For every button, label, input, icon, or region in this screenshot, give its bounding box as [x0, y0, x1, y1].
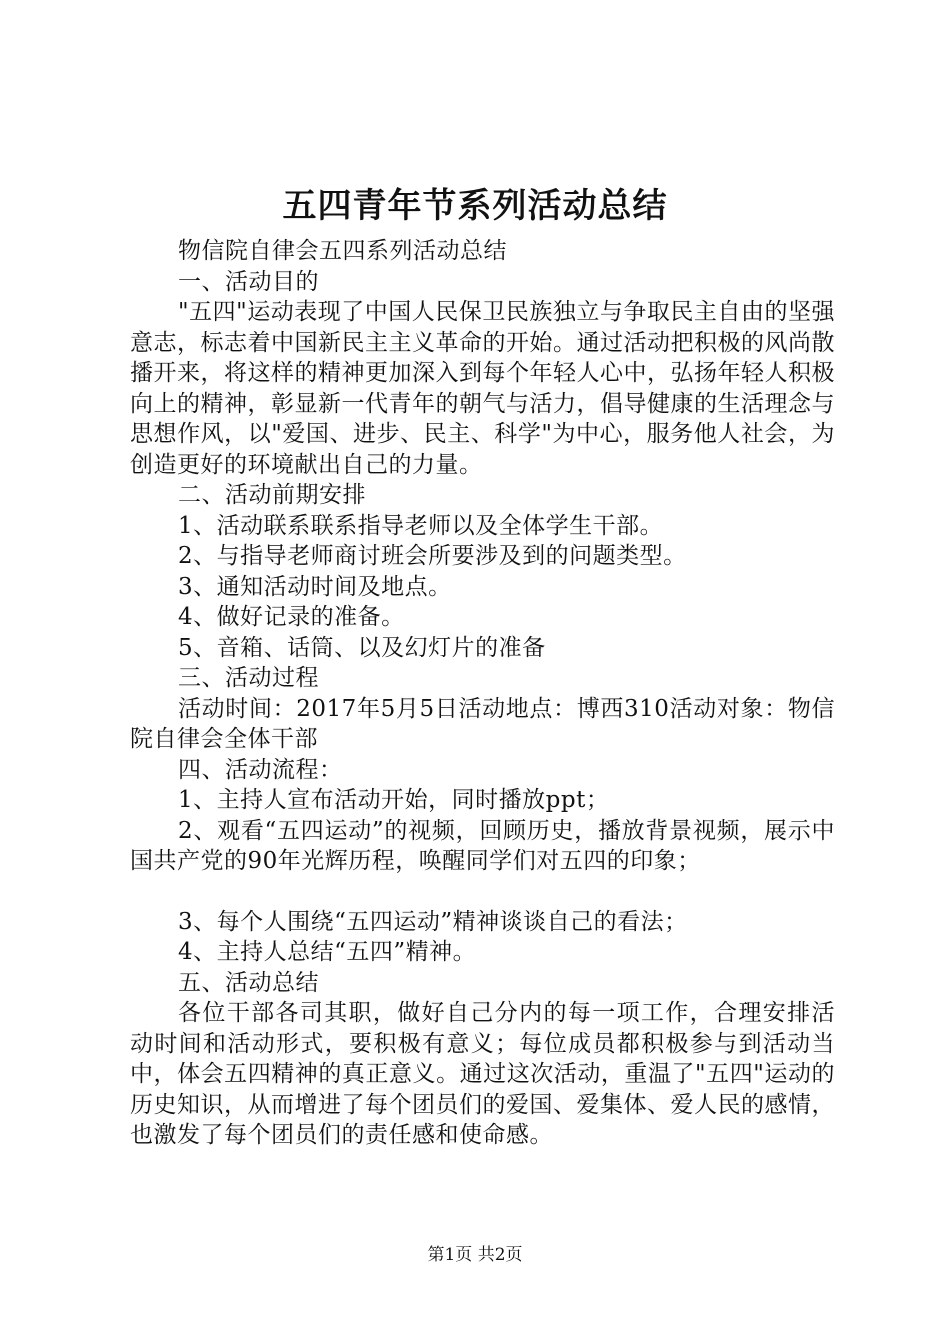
section-heading-process: 三、活动过程: [178, 665, 319, 691]
summary-paragraph: 各位干部各司其职，做好自己分内的每一项工作，合理安排活动时间和活动形式，要积极有意义；每位成员都积极参与到活动当中，体会五四精神的真正意义。通过这次活动，重温了"五四"运动的历史知识，从而增进了每个团员们的爱国、爱集体、爱人民的感情，也激发了每个团员们的责任感和使命感。: [130, 1000, 835, 1148]
preparation-item: 5、音箱、话筒、以及幻灯片的准备: [178, 634, 546, 661]
flow-item: 1、主持人宣布活动开始，同时播放ppt；: [178, 787, 610, 813]
flow-item: 4、主持人总结“五四”精神。: [178, 939, 477, 965]
flow-item: 3、每个人围绕“五四运动”精神谈谈自己的看法；: [178, 908, 688, 935]
preparation-item: 1、活动联系联系指导老师以及全体学生干部。: [178, 512, 664, 539]
section-heading-flow: 四、活动流程：: [178, 756, 343, 783]
section-heading-preparation: 二、活动前期安排: [178, 482, 366, 508]
document-title: 五四青年节系列活动总结: [282, 186, 668, 226]
preparation-item: 3、通知活动时间及地点。: [178, 573, 452, 600]
purpose-paragraph: "五四"运动表现了中国人民保卫民族独立与争取民主自由的坚强意志，标志着中国新民主主义革命的开始。通过活动把积极的风尚散播开来，将这样的精神更加深入到每个年轻人心中，弘扬年轻人积极向上的精神，彰显新一代青年的朝气与活力，倡导健康的生活理念与思想作风，以"爱国、进步、民主、科学"为中心，服务他人社会，为创造更好的环境献出自己的力量。: [130, 299, 835, 478]
section-heading-purpose: 一、活动目的: [178, 268, 319, 295]
subtitle-paragraph: 物信院自律会五四系列活动总结: [178, 238, 507, 264]
section-heading-summary: 五、活动总结: [178, 969, 319, 996]
preparation-item: 4、做好记录的准备。: [178, 604, 405, 630]
flow-item: 2、观看“五四运动”的视频，回顾历史，播放背景视频，展示中国共产党的90年光辉历程，唤醒同学们对五四的印象；: [130, 817, 835, 874]
document-body: [130, 236, 835, 1151]
preparation-item: 2、与指导老师商讨班会所要涉及到的问题类型。: [178, 543, 687, 569]
process-info-paragraph: 活动时间：2017年5月5日活动地点：博西310活动对象：物信院自律会全体干部: [130, 695, 835, 752]
page-footer: 第1页 共2页: [427, 1245, 523, 1265]
